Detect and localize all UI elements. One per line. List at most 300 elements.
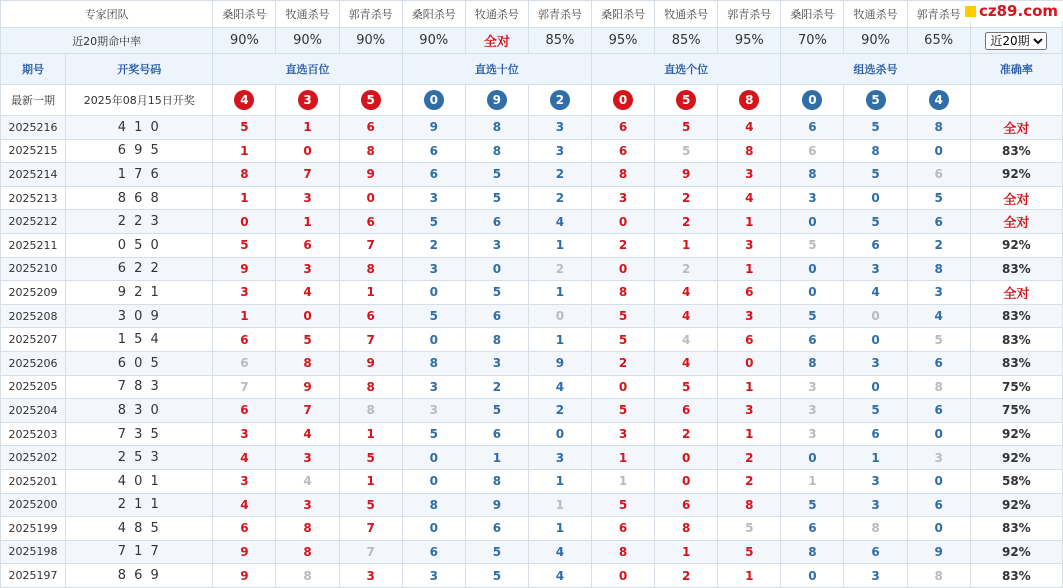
latest-ball-cell xyxy=(592,85,655,116)
kill-number-cell: 5 xyxy=(781,493,844,517)
number-ball: 0 xyxy=(613,90,633,110)
kill-number-cell: 5 xyxy=(655,139,718,163)
row-period: 2025215 xyxy=(1,139,66,163)
table-row xyxy=(1,328,1063,352)
kill-number-cell: 0 xyxy=(528,304,591,328)
kill-number-cell: 8 xyxy=(402,493,465,517)
kill-number-cell: 6 xyxy=(907,399,970,423)
latest-ball-cell xyxy=(465,85,528,116)
row-period: 2025199 xyxy=(1,517,66,541)
kill-number-cell: 5 xyxy=(592,399,655,423)
table-row xyxy=(1,540,1063,564)
kill-number-cell: 7 xyxy=(339,328,402,352)
row-draw: 8 6 8 xyxy=(66,186,213,210)
latest-ball-cell xyxy=(781,85,844,116)
row-draw: 4 1 0 xyxy=(66,116,213,140)
hit-rate: 90% xyxy=(339,28,402,54)
kill-number-cell: 0 xyxy=(907,422,970,446)
latest-ball-cell xyxy=(655,85,718,116)
kill-number-cell: 1 xyxy=(655,540,718,564)
kill-number-cell: 2 xyxy=(592,351,655,375)
number-ball: 2 xyxy=(550,90,570,110)
row-period: 2025210 xyxy=(1,257,66,281)
kill-number-cell: 1 xyxy=(276,210,339,234)
latest-ball-cell xyxy=(718,85,781,116)
kill-number-cell: 3 xyxy=(844,469,907,493)
table-row xyxy=(1,281,1063,305)
hit-rate: 95% xyxy=(592,28,655,54)
kill-number-cell: 5 xyxy=(465,186,528,210)
kill-number-cell: 6 xyxy=(907,493,970,517)
kill-number-cell: 0 xyxy=(402,281,465,305)
kill-number-cell: 5 xyxy=(592,304,655,328)
kill-number-cell: 4 xyxy=(213,493,276,517)
kill-number-cell: 6 xyxy=(465,422,528,446)
kill-number-cell: 8 xyxy=(465,328,528,352)
kill-number-cell: 4 xyxy=(528,375,591,399)
kill-number-cell: 8 xyxy=(276,540,339,564)
kill-number-cell: 3 xyxy=(781,399,844,423)
kill-number-cell: 3 xyxy=(402,564,465,588)
kill-number-cell: 3 xyxy=(402,375,465,399)
row-accuracy: 75% xyxy=(970,375,1062,399)
kill-number-cell: 8 xyxy=(465,469,528,493)
team-label: 专家团队 xyxy=(1,1,213,28)
expert-name: 牧通杀号 xyxy=(465,1,528,28)
kill-number-cell: 8 xyxy=(781,163,844,187)
kill-number-cell: 1 xyxy=(276,116,339,140)
kill-number-cell: 8 xyxy=(465,139,528,163)
table-row xyxy=(1,399,1063,423)
table-row xyxy=(1,446,1063,470)
number-ball: 0 xyxy=(424,90,444,110)
hit-rate-label: 近20期命中率 xyxy=(1,28,213,54)
kill-number-cell: 3 xyxy=(781,375,844,399)
kill-number-cell: 0 xyxy=(276,139,339,163)
kill-number-cell: 4 xyxy=(528,540,591,564)
kill-number-cell: 6 xyxy=(213,399,276,423)
row-draw: 8 3 0 xyxy=(66,399,213,423)
kill-number-cell: 6 xyxy=(592,139,655,163)
kill-number-cell: 9 xyxy=(339,163,402,187)
row-draw: 2 1 1 xyxy=(66,493,213,517)
kill-number-cell: 8 xyxy=(276,517,339,541)
table-row xyxy=(1,422,1063,446)
kill-number-cell: 9 xyxy=(276,375,339,399)
kill-number-cell: 5 xyxy=(718,517,781,541)
row-draw: 2 5 3 xyxy=(66,446,213,470)
kill-number-cell: 0 xyxy=(781,257,844,281)
row-accuracy: 83% xyxy=(970,351,1062,375)
row-accuracy: 75% xyxy=(970,399,1062,423)
expert-name: 郭青杀号 xyxy=(907,1,970,28)
latest-ball-cell xyxy=(528,85,591,116)
kill-number-cell: 3 xyxy=(844,257,907,281)
expert-name: 郭青杀号 xyxy=(339,1,402,28)
kill-number-cell: 5 xyxy=(844,116,907,140)
row-draw: 6 9 5 xyxy=(66,139,213,163)
kill-number-cell: 6 xyxy=(718,281,781,305)
expert-name: 郭青杀号 xyxy=(718,1,781,28)
kill-number-cell: 3 xyxy=(907,446,970,470)
row-accuracy: 83% xyxy=(970,517,1062,541)
kill-number-cell: 1 xyxy=(339,422,402,446)
kill-number-cell: 9 xyxy=(213,540,276,564)
kill-number-cell: 0 xyxy=(781,564,844,588)
kill-number-cell: 1 xyxy=(339,281,402,305)
kill-number-cell: 8 xyxy=(907,375,970,399)
expert-name: 牧通杀号 xyxy=(276,1,339,28)
kill-number-cell: 5 xyxy=(213,233,276,257)
kill-number-cell: 3 xyxy=(718,233,781,257)
table-row xyxy=(1,210,1063,234)
kill-number-cell: 7 xyxy=(339,517,402,541)
kill-number-cell: 1 xyxy=(781,469,844,493)
kill-number-cell: 5 xyxy=(655,116,718,140)
kill-number-cell: 4 xyxy=(655,351,718,375)
kill-number-cell: 1 xyxy=(528,233,591,257)
row-period: 2025205 xyxy=(1,375,66,399)
kill-number-cell: 3 xyxy=(276,186,339,210)
kill-number-cell: 5 xyxy=(844,163,907,187)
kill-number-cell: 0 xyxy=(844,328,907,352)
row-period: 2025212 xyxy=(1,210,66,234)
kill-number-cell: 5 xyxy=(465,399,528,423)
kill-number-cell: 5 xyxy=(465,540,528,564)
row-period: 2025209 xyxy=(1,281,66,305)
kill-number-cell: 4 xyxy=(213,446,276,470)
kill-number-cell: 5 xyxy=(402,210,465,234)
kill-number-cell: 1 xyxy=(339,469,402,493)
row-draw: 4 8 5 xyxy=(66,517,213,541)
kill-number-cell: 1 xyxy=(718,257,781,281)
kill-number-cell: 0 xyxy=(592,375,655,399)
row-period: 2025214 xyxy=(1,163,66,187)
latest-row xyxy=(1,85,1063,116)
row-period: 2025202 xyxy=(1,446,66,470)
kill-number-cell: 4 xyxy=(718,186,781,210)
kill-number-cell: 6 xyxy=(465,210,528,234)
site-logo[interactable] xyxy=(962,1,1063,21)
row-accuracy: 92% xyxy=(970,163,1062,187)
kill-number-cell: 5 xyxy=(276,328,339,352)
kill-number-cell: 4 xyxy=(276,469,339,493)
row-draw: 6 0 5 xyxy=(66,351,213,375)
kill-number-cell: 2 xyxy=(528,257,591,281)
kill-number-cell: 7 xyxy=(276,399,339,423)
row-draw: 9 2 1 xyxy=(66,281,213,305)
row-period: 2025208 xyxy=(1,304,66,328)
kill-number-cell: 3 xyxy=(781,422,844,446)
kill-number-cell: 0 xyxy=(592,257,655,281)
kill-number-cell: 1 xyxy=(528,281,591,305)
expert-name: 牧通杀号 xyxy=(844,1,907,28)
kill-number-cell: 9 xyxy=(465,493,528,517)
row-period: 2025197 xyxy=(1,564,66,588)
kill-number-cell: 4 xyxy=(528,210,591,234)
kill-number-cell: 3 xyxy=(844,493,907,517)
hit-rate-row xyxy=(1,28,1063,54)
kill-number-cell: 8 xyxy=(781,351,844,375)
hit-rate: 全对 xyxy=(465,28,528,54)
col-tens: 直选十位 xyxy=(402,54,591,85)
kill-number-cell: 8 xyxy=(907,564,970,588)
kill-number-cell: 9 xyxy=(655,163,718,187)
kill-number-cell: 2 xyxy=(655,564,718,588)
kill-number-cell: 6 xyxy=(781,139,844,163)
table-row xyxy=(1,233,1063,257)
hit-rate: 70% xyxy=(781,28,844,54)
kill-number-cell: 2 xyxy=(655,422,718,446)
kill-number-cell: 0 xyxy=(907,469,970,493)
kill-number-cell: 4 xyxy=(907,304,970,328)
kill-number-cell: 9 xyxy=(528,351,591,375)
kill-number-cell: 5 xyxy=(402,422,465,446)
kill-number-cell: 5 xyxy=(781,304,844,328)
kill-number-cell: 3 xyxy=(844,564,907,588)
kill-number-cell: 1 xyxy=(718,422,781,446)
row-accuracy: 92% xyxy=(970,422,1062,446)
row-draw: 6 2 2 xyxy=(66,257,213,281)
hit-rate: 95% xyxy=(718,28,781,54)
kill-number-cell: 5 xyxy=(907,186,970,210)
period-select[interactable] xyxy=(985,32,1047,50)
row-draw: 7 1 7 xyxy=(66,540,213,564)
kill-number-cell: 1 xyxy=(528,328,591,352)
latest-date: 2025年08月15日开奖 xyxy=(66,85,213,116)
kill-number-cell: 3 xyxy=(402,186,465,210)
kill-number-cell: 8 xyxy=(339,375,402,399)
kill-number-cell: 6 xyxy=(402,139,465,163)
kill-number-cell: 9 xyxy=(213,564,276,588)
kill-number-cell: 3 xyxy=(528,446,591,470)
kill-number-cell: 2 xyxy=(655,210,718,234)
row-accuracy: 83% xyxy=(970,139,1062,163)
row-accuracy: 92% xyxy=(970,540,1062,564)
hit-rate: 90% xyxy=(213,28,276,54)
row-draw: 7 3 5 xyxy=(66,422,213,446)
hit-rate: 85% xyxy=(655,28,718,54)
table-row xyxy=(1,469,1063,493)
kill-number-cell: 0 xyxy=(592,564,655,588)
kill-number-cell: 0 xyxy=(907,139,970,163)
kill-number-cell: 2 xyxy=(465,375,528,399)
kill-number-cell: 6 xyxy=(844,540,907,564)
kill-number-cell: 0 xyxy=(402,446,465,470)
kill-number-cell: 2 xyxy=(528,186,591,210)
row-period: 2025201 xyxy=(1,469,66,493)
expert-name: 牧通杀号 xyxy=(655,1,718,28)
kill-number-cell: 6 xyxy=(339,116,402,140)
number-ball: 4 xyxy=(234,90,254,110)
kill-number-cell: 6 xyxy=(276,233,339,257)
row-period: 2025213 xyxy=(1,186,66,210)
col-accuracy: 准确率 xyxy=(970,54,1062,85)
kill-number-cell: 2 xyxy=(718,446,781,470)
latest-ball-cell xyxy=(213,85,276,116)
row-accuracy: 92% xyxy=(970,493,1062,517)
kill-number-cell: 4 xyxy=(718,116,781,140)
hit-rate: 65% xyxy=(907,28,970,54)
kill-number-cell: 5 xyxy=(213,116,276,140)
row-period: 2025207 xyxy=(1,328,66,352)
expert-name: 桑阳杀号 xyxy=(592,1,655,28)
kill-number-cell: 8 xyxy=(655,517,718,541)
kill-number-cell: 3 xyxy=(718,163,781,187)
kill-number-cell: 5 xyxy=(844,210,907,234)
kill-number-cell: 6 xyxy=(781,328,844,352)
kill-number-cell: 7 xyxy=(213,375,276,399)
kill-number-cell: 6 xyxy=(339,304,402,328)
row-accuracy: 全对 xyxy=(970,116,1062,140)
kill-number-cell: 5 xyxy=(402,304,465,328)
kill-number-cell: 0 xyxy=(655,446,718,470)
kill-number-cell: 3 xyxy=(465,233,528,257)
kill-number-cell: 2 xyxy=(528,163,591,187)
kill-number-cell: 3 xyxy=(276,446,339,470)
kill-number-cell: 9 xyxy=(213,257,276,281)
row-accuracy: 83% xyxy=(970,328,1062,352)
row-accuracy: 83% xyxy=(970,304,1062,328)
kill-number-cell: 8 xyxy=(339,257,402,281)
col-hundreds: 直选百位 xyxy=(213,54,402,85)
kill-number-cell: 5 xyxy=(907,328,970,352)
row-accuracy: 全对 xyxy=(970,186,1062,210)
kill-number-cell: 3 xyxy=(592,186,655,210)
period-select-cell xyxy=(970,28,1062,54)
table-row xyxy=(1,351,1063,375)
kill-number-cell: 2 xyxy=(528,399,591,423)
kill-number-cell: 0 xyxy=(781,446,844,470)
kill-number-cell: 2 xyxy=(402,233,465,257)
row-draw: 3 0 9 xyxy=(66,304,213,328)
column-header-row xyxy=(1,54,1063,85)
kill-number-cell: 6 xyxy=(213,517,276,541)
number-ball: 3 xyxy=(298,90,318,110)
kill-number-cell: 1 xyxy=(844,446,907,470)
kill-number-cell: 6 xyxy=(465,304,528,328)
kill-number-cell: 0 xyxy=(781,281,844,305)
kill-number-cell: 6 xyxy=(655,493,718,517)
row-period: 2025216 xyxy=(1,116,66,140)
kill-number-cell: 5 xyxy=(465,163,528,187)
row-draw: 1 7 6 xyxy=(66,163,213,187)
kill-number-cell: 1 xyxy=(592,469,655,493)
table-row xyxy=(1,564,1063,588)
hit-rate: 90% xyxy=(402,28,465,54)
hit-rate: 85% xyxy=(528,28,591,54)
kill-number-cell: 0 xyxy=(844,375,907,399)
hit-rate: 90% xyxy=(844,28,907,54)
row-period: 2025198 xyxy=(1,540,66,564)
kill-number-cell: 6 xyxy=(907,210,970,234)
kill-number-cell: 8 xyxy=(907,116,970,140)
kill-number-cell: 8 xyxy=(718,139,781,163)
latest-ball-cell xyxy=(402,85,465,116)
kill-number-cell: 6 xyxy=(844,422,907,446)
table-row xyxy=(1,375,1063,399)
kill-number-cell: 6 xyxy=(213,351,276,375)
kill-number-cell: 6 xyxy=(339,210,402,234)
kill-number-cell: 8 xyxy=(781,540,844,564)
kill-number-cell: 0 xyxy=(276,304,339,328)
kill-number-cell: 0 xyxy=(907,517,970,541)
kill-number-cell: 8 xyxy=(465,116,528,140)
row-draw: 7 8 3 xyxy=(66,375,213,399)
kill-number-cell: 2 xyxy=(655,186,718,210)
kill-number-cell: 5 xyxy=(718,540,781,564)
kill-number-cell: 2 xyxy=(592,233,655,257)
kill-number-cell: 8 xyxy=(592,163,655,187)
kill-number-cell: 3 xyxy=(907,281,970,305)
latest-ball-cell xyxy=(339,85,402,116)
number-ball: 4 xyxy=(929,90,949,110)
kill-number-cell: 3 xyxy=(213,281,276,305)
kill-number-cell: 3 xyxy=(718,304,781,328)
table-row xyxy=(1,186,1063,210)
latest-label: 最新一期 xyxy=(1,85,66,116)
number-ball: 5 xyxy=(676,90,696,110)
kill-number-cell: 8 xyxy=(718,493,781,517)
kill-number-cell: 4 xyxy=(655,304,718,328)
kill-number-cell: 3 xyxy=(781,186,844,210)
kill-number-cell: 2 xyxy=(718,469,781,493)
kill-number-cell: 1 xyxy=(213,186,276,210)
kill-number-cell: 5 xyxy=(844,399,907,423)
kill-number-cell: 1 xyxy=(718,375,781,399)
kill-number-cell: 7 xyxy=(276,163,339,187)
kill-number-cell: 1 xyxy=(213,304,276,328)
latest-ball-cell xyxy=(907,85,970,116)
expert-name: 桑阳杀号 xyxy=(781,1,844,28)
number-ball: 0 xyxy=(802,90,822,110)
kill-number-cell: 9 xyxy=(402,116,465,140)
row-accuracy: 83% xyxy=(970,564,1062,588)
kill-number-cell: 1 xyxy=(528,469,591,493)
kill-number-cell: 8 xyxy=(339,139,402,163)
col-period: 期号 xyxy=(1,54,66,85)
kill-number-cell: 0 xyxy=(528,422,591,446)
kill-number-cell: 8 xyxy=(907,257,970,281)
number-ball: 5 xyxy=(361,90,381,110)
kill-number-cell: 6 xyxy=(781,116,844,140)
kill-number-cell: 0 xyxy=(339,186,402,210)
kill-number-cell: 8 xyxy=(844,517,907,541)
kill-number-cell: 6 xyxy=(465,517,528,541)
kill-number-cell: 2 xyxy=(907,233,970,257)
kill-number-cell: 3 xyxy=(213,469,276,493)
kill-number-cell: 3 xyxy=(213,422,276,446)
kill-number-cell: 0 xyxy=(402,328,465,352)
expert-name: 郭青杀号 xyxy=(528,1,591,28)
kill-number-cell: 3 xyxy=(276,493,339,517)
table-row xyxy=(1,139,1063,163)
kill-number-cell: 1 xyxy=(592,446,655,470)
row-period: 2025204 xyxy=(1,399,66,423)
kill-number-cell: 8 xyxy=(844,139,907,163)
kill-number-cell: 6 xyxy=(655,399,718,423)
number-ball: 5 xyxy=(866,90,886,110)
row-accuracy: 全对 xyxy=(970,281,1062,305)
kill-number-cell: 0 xyxy=(213,210,276,234)
kill-number-cell: 0 xyxy=(718,351,781,375)
kill-number-cell: 6 xyxy=(718,328,781,352)
row-draw: 2 2 3 xyxy=(66,210,213,234)
row-draw: 4 0 1 xyxy=(66,469,213,493)
kill-number-cell: 1 xyxy=(465,446,528,470)
row-draw: 0 5 0 xyxy=(66,233,213,257)
kill-number-cell: 8 xyxy=(213,163,276,187)
